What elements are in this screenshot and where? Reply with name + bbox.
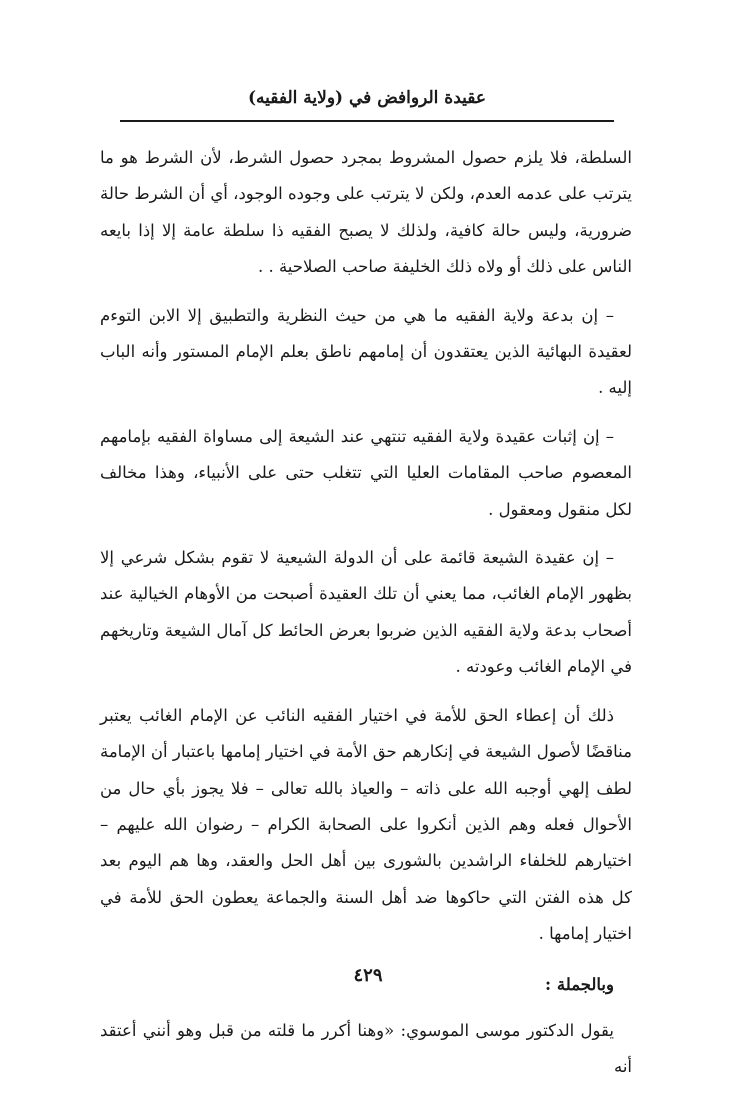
paragraph-bullet-hidden-imam: – إن عقيدة الشيعة قائمة على أن الدولة الشيعية لا تقوم بشكل شرعي إلا بظهور الإمام الغائب، مما يعني أن تلك العقيدة أصبحت من الأوهام الخيالية عند أصحاب بدعة ولاية الفقيه الذين ضربوا بعرض الحائط كل آمال الشيعة وتاريخهم في الإمام الغائب وعودته . [100,548,632,677]
page-number: ٤٢٩ [353,965,383,986]
paragraph-quote-start: يقول الدكتور موسى الموسوي: «وهنا أكرر ما قلته من قبل وهو أنني أعتقد أنه [100,1020,632,1077]
page-body [100,140,632,1098]
paragraph-bullet-equality: – إن إثبات عقيدة ولاية الفقيه تنتهي عند الشيعة إلى مساواة الفقيه بإمامهم المعصوم صاحب المقامات العليا التي تتغلب حتى على الأنبياء، وهذا مخالف لكل منقول ومعقول . [100,426,632,519]
running-title: عقيدة الروافض في (ولاية الفقيه) [247,88,487,108]
paragraph-bullet-bahaism: – إن بدعة ولاية الفقيه ما هي من حيث النظرية والتطبيق إلا الابن التوءم لعقيدة البهائية الذين يعتقدون أن إمامهم ناطق بعلم الإمام المستور وأنه الباب إليه . [100,305,632,398]
subheading: وبالجملة : [545,974,614,994]
header-rule [120,120,614,122]
paragraph-contradiction: ذلك أن إعطاء الحق للأمة في اختيار الفقيه النائب عن الإمام الغائب يعتبر مناقضًا لأصول الشيعة في إنكارهم حق الأمة في اختيار إمامها باعتبار أن الإمامة لطف إلهي أوجبه الله على ذاته – والعياذ بالله تعالى – فلا يجوز بأي حال من الأحوال فعله وهم الذين أنكروا على الصحابة الكرام – رضوان الله عليهم – اختيارهم للخلفاء الراشدين بالشورى بين أهل الحل والعقد، وها هم اليوم بعد كل هذه الفتن التي حاكوها ضد أهل السنة والجماعة يعطون الحق للأمة في اختيار إمامها . [100,705,632,944]
paragraph-continuation: السلطة، فلا يلزم حصول المشروط بمجرد حصول الشرط، لأن الشرط هو ما يترتب على عدمه العدم، ولكن لا يترتب على وجوده الوجود، أي أن الشرط حالة ضرورية، وليس حالة كافية، ولذلك لا يصبح الفقيه ذا سلطة عامة إلا إذا بايعه الناس على ذلك أو ولاه ذلك الخليفة صاحب الصلاحية . . [100,148,632,277]
